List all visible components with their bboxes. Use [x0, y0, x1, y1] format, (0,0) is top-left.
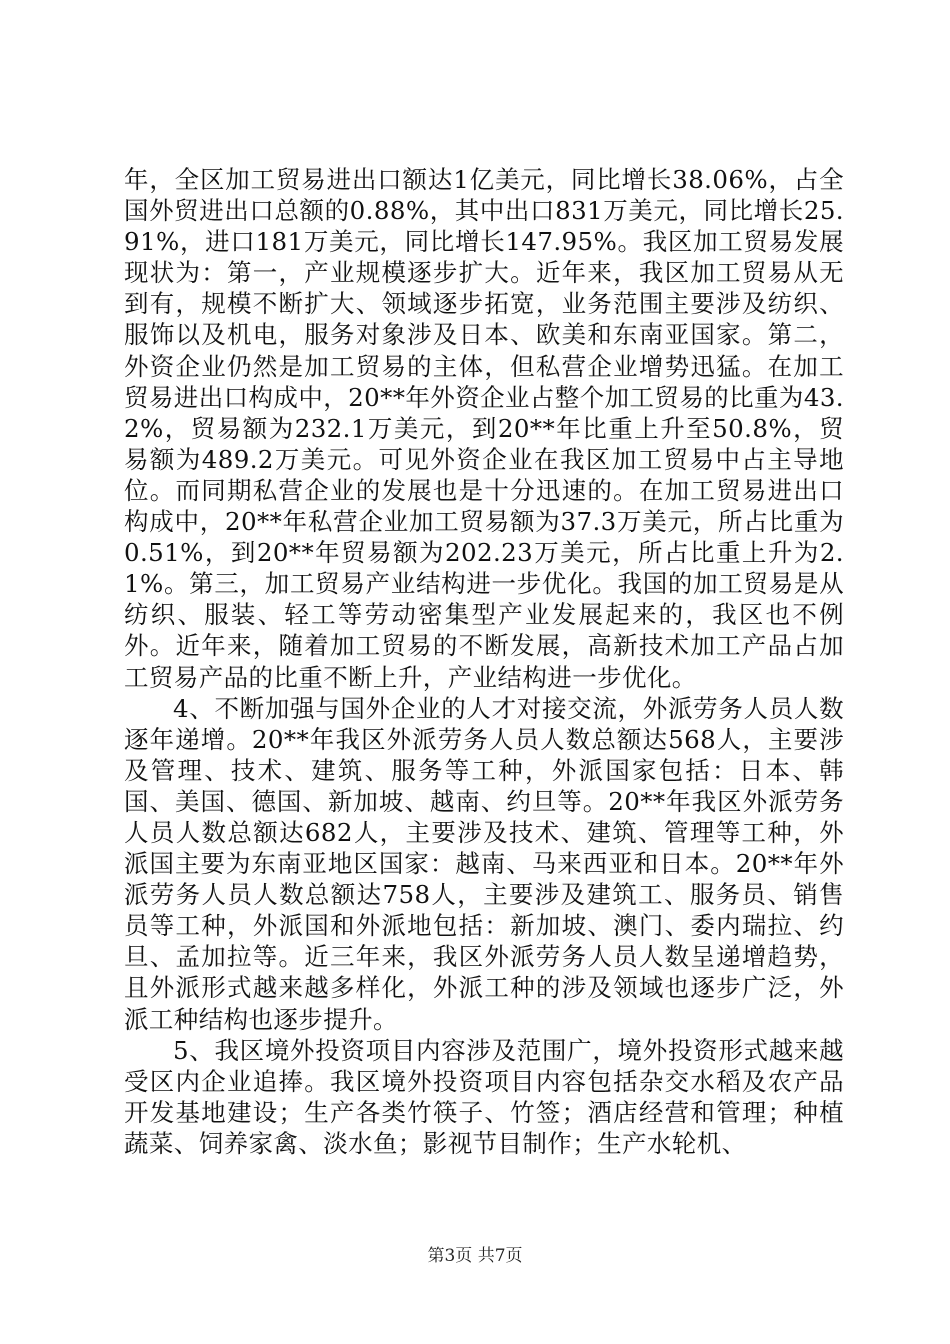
paragraph-4-labor-export: 4、不断加强与国外企业的人才对接交流，外派劳务人员人数逐年递增。20**年我区外派劳务人员人数总额达568人，主要涉及管理、技术、建筑、服务等工种，外派国家包括：日本、韩国、美国、德国、新加坡、越南、约旦等。20**年我区外派劳务人员人数总额达682人，主要涉及技术、建筑、管理等工种，外派国主要为东南亚地区国家：越南、马来西亚和日本。20**年外派劳务人员人数总额达758人，主要涉及建筑工、服务员、销售员等工种，外派国和外派地包括：新加坡、澳门、委内瑞拉、约旦、孟加拉等。近三年来，我区外派劳务人员人数呈递增趋势，且外派形式越来越多样化，外派工种的涉及领域也逐步广泛，外派工种结构也逐步提升。 — [124, 693, 844, 1034]
page-number-footer: 第3页 共7页 — [427, 1246, 523, 1266]
paragraph-continuation: 年，全区加工贸易进出口额达1亿美元，同比增长38.06%，占全国外贸进出口总额的0.88%，其中出口831万美元，同比增长25.91%，进口181万美元，同比增长147.95%。我区加工贸易发展现状为：第一，产业规模逐步扩大。近年来，我区加工贸易从无到有，规模不断扩大、领域逐步拓宽，业务范围主要涉及纺织、服饰以及机电，服务对象涉及日本、欧美和东南亚国家。第二，外资企业仍然是加工贸易的主体，但私营企业增势迅猛。在加工贸易进出口构成中，20**年外资企业占整个加工贸易的比重为43.2%，贸易额为232.1万美元，到20**年比重上升至50.8%，贸易额为489.2万美元。可见外资企业在我区加工贸易中占主导地位。而同期私营企业的发展也是十分迅速的。在加工贸易进出口构成中，20**年私营企业加工贸易额为37.3万美元，所占比重为0.51%，到20**年贸易额为202.23万美元，所占比重上升为2.1%。第三，加工贸易产业结构进一步优化。我国的加工贸易是从纺织、服装、轻工等劳动密集型产业发展起来的，我区也不例外。近年来，随着加工贸易的不断发展，高新技术加工产品占加工贸易产品的比重不断上升，产业结构进一步优化。 — [124, 165, 844, 692]
paragraph-5-overseas-investment: 5、我区境外投资项目内容涉及范围广，境外投资形式越来越受区内企业追捧。我区境外投资项目内容包括杂交水稻及农产品开发基地建设；生产各类竹筷子、竹签；酒店经营和管理；种植蔬菜、饲养家禽、淡水鱼；影视节目制作；生产水轮机、 — [124, 1035, 844, 1158]
document-body — [124, 164, 844, 1159]
